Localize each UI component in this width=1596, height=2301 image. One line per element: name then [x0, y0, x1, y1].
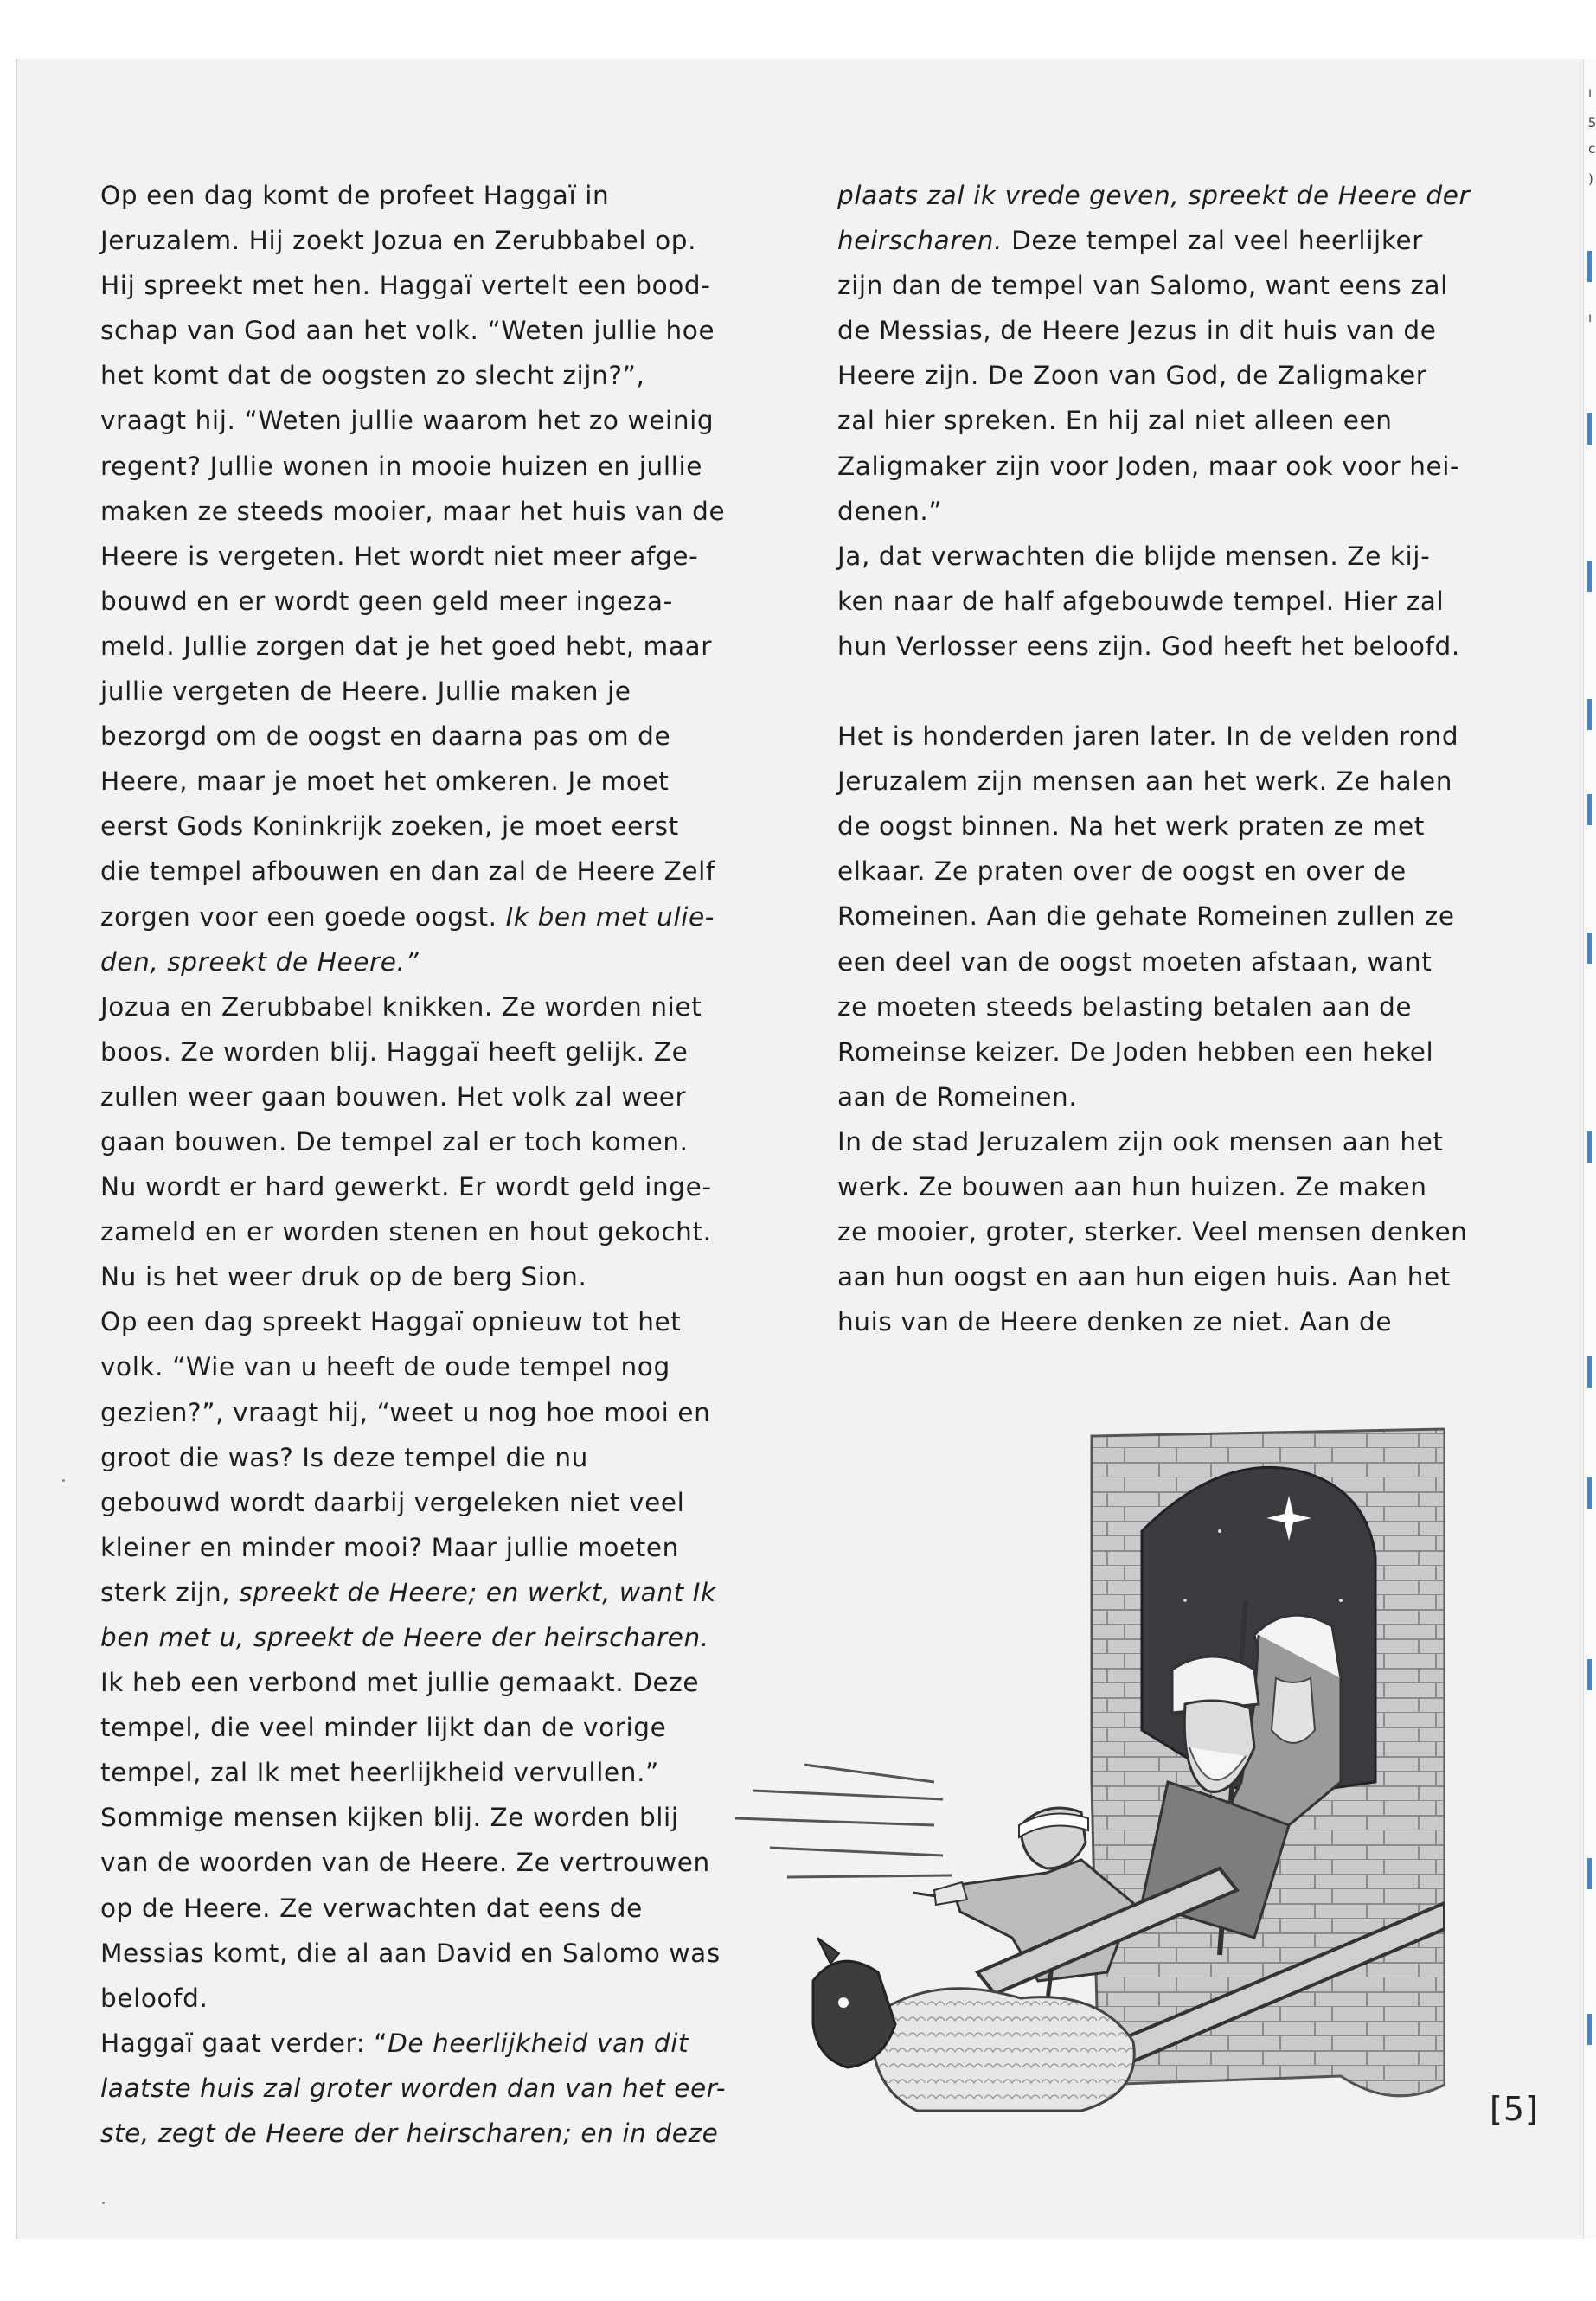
text-segment: Deze tempel zal veel heerlijker	[1003, 226, 1423, 256]
text-segment: Ik heb een verbond met jullie gemaakt. Deze	[100, 1668, 700, 1698]
text-segment: een deel van de oogst moeten afstaan, want	[837, 946, 1433, 977]
text-line	[100, 624, 732, 669]
text-line	[100, 714, 732, 759]
text-line	[100, 1254, 732, 1299]
light-rays	[735, 1765, 952, 1877]
text-segment: Romeinen. Aan die gehate Romeinen zullen ze	[837, 901, 1455, 932]
adjacent-page-edge: ı ƽ c ) ı	[1583, 59, 1596, 2239]
italic-text-segment: laatste huis zal groter worden dan van het eer-	[100, 2073, 727, 2103]
text-segment: werk. Ze bouwen aan hun huizen. Ze maken	[837, 1171, 1427, 1202]
text-line	[100, 579, 732, 624]
text-line	[100, 1480, 732, 1525]
text-line	[100, 1029, 732, 1074]
text-line	[100, 1164, 732, 1209]
text-segment: het komt dat de oogsten zo slecht zijn?”,	[100, 361, 645, 391]
text-segment: zal hier spreken. En hij zal niet alleen een	[837, 406, 1393, 436]
text-segment: sterk zijn,	[100, 1577, 240, 1607]
scan-margin-bottom	[0, 2239, 1596, 2301]
text-line	[100, 353, 732, 398]
page-number: [5]	[1490, 2090, 1539, 2128]
text-line	[100, 218, 732, 263]
text-segment: jullie vergeten de Heere. Jullie maken je	[100, 676, 631, 707]
text-segment: ze moeten steeds belasting betalen aan de	[837, 991, 1413, 1022]
text-line	[100, 1570, 732, 1615]
text-segment: zameld en er worden stenen en hout gekocht.	[100, 1217, 712, 1247]
text-segment: Messias komt, die al aan David en Salomo was	[100, 1938, 721, 1968]
text-line	[100, 1886, 732, 1931]
text-segment: tempel, zal Ik met heerlijkheid vervullen.”	[100, 1758, 659, 1788]
left-text-column	[100, 173, 732, 2156]
text-line	[837, 1299, 1460, 1344]
text-line	[100, 759, 732, 804]
text-segment: van de woorden van de Heere. Ze vertrouwen	[100, 1848, 710, 1878]
text-segment: op de Heere. Ze verwachten dat eens de	[100, 1893, 643, 1923]
text-line	[837, 1119, 1460, 1164]
text-segment: aan hun oogst en aan hun eigen huis. Aan het	[837, 1262, 1451, 1292]
text-segment: tempel, die veel minder lijkt dan de vorige	[100, 1713, 667, 1743]
scan-margin-top	[0, 0, 1596, 59]
text-line	[837, 939, 1460, 984]
text-line	[837, 714, 1460, 759]
text-line	[837, 1254, 1460, 1299]
right-text-column	[837, 173, 1471, 1344]
text-line	[837, 398, 1460, 443]
text-line	[100, 1119, 732, 1164]
text-line	[100, 398, 732, 443]
text-segment: regent? Jullie wonen in mooie huizen en jullie	[100, 451, 702, 481]
text-line	[100, 1750, 732, 1795]
text-line	[837, 1209, 1468, 1254]
text-line	[837, 353, 1460, 398]
text-line	[837, 669, 1460, 714]
text-segment: maken ze steeds mooier, maar het huis van de	[100, 496, 726, 526]
text-segment: Hij spreekt met hen. Haggaï vertelt een bood-	[100, 271, 711, 301]
text-line	[837, 173, 1471, 218]
text-segment: ze mooier, groter, sterker. Veel mensen denken	[837, 1217, 1468, 1247]
text-segment: zorgen voor een goede oogst.	[100, 901, 506, 932]
text-line	[100, 804, 732, 849]
text-line	[100, 849, 732, 894]
text-line	[100, 263, 732, 308]
text-line	[100, 2111, 732, 2156]
text-segment: Heere is vergeten. Het wordt niet meer afge-	[100, 541, 699, 571]
text-line	[100, 1976, 732, 2021]
text-line	[837, 444, 1460, 489]
text-line	[837, 489, 1460, 534]
text-segment: Heere zijn. De Zoon van God, de Zaligmaker	[837, 361, 1427, 391]
text-segment: Op een dag spreekt Haggaï opnieuw tot het	[100, 1307, 682, 1337]
italic-text-segment: spreekt de Heere; en werkt, want Ik	[239, 1577, 716, 1607]
shepherds-illustration	[735, 1419, 1445, 2128]
text-line	[100, 1840, 732, 1885]
text-segment: de oogst binnen. Na het werk praten ze met	[837, 811, 1425, 842]
italic-text-segment: ben met u, spreekt de Heere der heirscharen.	[100, 1623, 709, 1652]
text-line	[100, 984, 732, 1029]
text-line	[837, 1074, 1460, 1119]
text-line	[100, 2021, 732, 2066]
text-line	[100, 894, 732, 939]
text-segment: Jozua en Zerubbabel knikken. Ze worden niet	[100, 991, 702, 1022]
text-line	[837, 849, 1460, 894]
text-segment: Het is honderden jaren later. In de velden rond	[837, 721, 1459, 752]
text-segment: Romeinse keizer. De Joden hebben een hekel	[837, 1036, 1434, 1067]
text-segment: hun Verlosser eens zijn. God heeft het beloofd.	[837, 631, 1460, 661]
text-line	[837, 759, 1460, 804]
text-segment: Nu wordt er hard gewerkt. Er wordt geld inge-	[100, 1172, 712, 1202]
text-line	[837, 804, 1460, 849]
text-segment: eerst Gods Koninkrijk zoeken, je moet eerst	[100, 811, 679, 842]
text-line	[837, 1029, 1460, 1074]
text-segment: bouwd en er wordt geen geld meer ingeza-	[100, 586, 673, 616]
italic-text-segment: den, spreekt de Heere.”	[100, 946, 420, 977]
text-line	[100, 1299, 732, 1344]
italic-text-segment: De heerlijkheid van dit	[388, 2028, 689, 2058]
text-segment: beloofd.	[100, 1983, 208, 2013]
text-line	[100, 1705, 732, 1750]
text-line	[100, 1931, 732, 1976]
text-line	[100, 173, 732, 218]
text-segment: gezien?”, vraagt hij, “weet u nog hoe mooi en	[100, 1397, 711, 1427]
text-segment: meld. Jullie zorgen dat je het goed hebt, maar	[100, 631, 712, 661]
text-line	[100, 1615, 732, 1660]
text-segment: huis van de Heere denken ze niet. Aan de	[837, 1307, 1393, 1337]
italic-text-segment: heirscharen.	[837, 226, 1003, 256]
text-segment: aan de Romeinen.	[837, 1081, 1078, 1112]
text-segment: bezorgd om de oogst en daarna pas om de	[100, 721, 671, 752]
text-segment: Ja, dat verwachten die blijde mensen. Ze kij-	[837, 541, 1431, 571]
text-line	[100, 1209, 732, 1254]
text-segment: Haggaï gaat verder: “	[100, 2028, 388, 2058]
text-segment: ken naar de half afgebouwde tempel. Hier zal	[837, 586, 1445, 616]
text-segment: kleiner en minder mooi? Maar jullie moeten	[100, 1532, 679, 1562]
text-segment: Jeruzalem zijn mensen aan het werk. Ze halen	[837, 766, 1453, 797]
text-segment: Jeruzalem. Hij zoekt Jozua en Zerubbabel op.	[100, 226, 697, 256]
italic-text-segment: ste, zegt de Heere der heirscharen; en in deze	[100, 2118, 719, 2149]
text-line	[837, 984, 1460, 1029]
text-segment: elkaar. Ze praten over de oogst en over de	[837, 856, 1407, 887]
text-segment: volk. “Wie van u heeft de oude tempel nog	[100, 1352, 670, 1382]
text-segment: Nu is het weer druk op de berg Sion.	[100, 1262, 587, 1292]
text-line	[100, 1390, 732, 1435]
text-line	[100, 1795, 732, 1840]
text-line	[837, 263, 1460, 308]
text-line	[100, 308, 732, 353]
scan-speck	[62, 1479, 65, 1482]
text-line	[837, 894, 1460, 939]
text-segment: Op een dag komt de profeet Haggaï in	[100, 181, 610, 210]
text-line	[100, 1525, 732, 1570]
text-segment: zijn dan de tempel van Salomo, want eens zal	[837, 271, 1448, 301]
text-line	[100, 2066, 732, 2111]
text-line	[100, 939, 732, 984]
text-segment: zullen weer gaan bouwen. Het volk zal weer	[100, 1081, 687, 1112]
text-line	[837, 624, 1460, 669]
page-edge	[16, 59, 17, 2239]
text-line	[837, 1164, 1460, 1209]
scan-speck	[102, 2202, 105, 2204]
italic-text-segment: Ik ben met ulie-	[505, 901, 715, 932]
text-line	[100, 1344, 732, 1389]
text-line	[100, 669, 732, 714]
text-segment: Sommige mensen kijken blij. Ze worden blij	[100, 1803, 679, 1833]
text-line	[837, 218, 1460, 263]
text-line	[837, 579, 1460, 624]
text-line	[100, 534, 732, 579]
text-line	[100, 1435, 732, 1480]
italic-text-segment: plaats zal ik vrede geven, spreekt de Heere der	[837, 181, 1471, 210]
text-segment: die tempel afbouwen en dan zal de Heere Zelf	[100, 856, 715, 887]
text-segment: denen.”	[837, 496, 943, 526]
text-segment: In de stad Jeruzalem zijn ook mensen aan het	[837, 1126, 1444, 1157]
text-line	[837, 534, 1460, 579]
text-segment: Heere, maar je moet het omkeren. Je moet	[100, 766, 670, 797]
text-segment: schap van God aan het volk. “Weten jullie hoe	[100, 316, 715, 346]
text-line	[100, 489, 732, 534]
text-segment: gebouwd wordt daarbij vergeleken niet veel	[100, 1487, 685, 1517]
text-line	[100, 444, 732, 489]
text-line	[837, 308, 1460, 353]
text-segment: groot die was? Is deze tempel die nu	[100, 1442, 588, 1472]
text-segment: de Messias, de Heere Jezus in dit huis van de	[837, 316, 1437, 346]
text-segment: Zaligmaker zijn voor Joden, maar ook voor hei-	[837, 451, 1460, 481]
text-line	[100, 1074, 732, 1119]
text-segment: vraagt hij. “Weten jullie waarom het zo weinig	[100, 406, 715, 436]
text-segment: boos. Ze worden blij. Haggaï heeft gelijk. Ze	[100, 1036, 689, 1067]
text-line	[100, 1660, 732, 1705]
text-segment: gaan bouwen. De tempel zal er toch komen.	[100, 1126, 689, 1157]
